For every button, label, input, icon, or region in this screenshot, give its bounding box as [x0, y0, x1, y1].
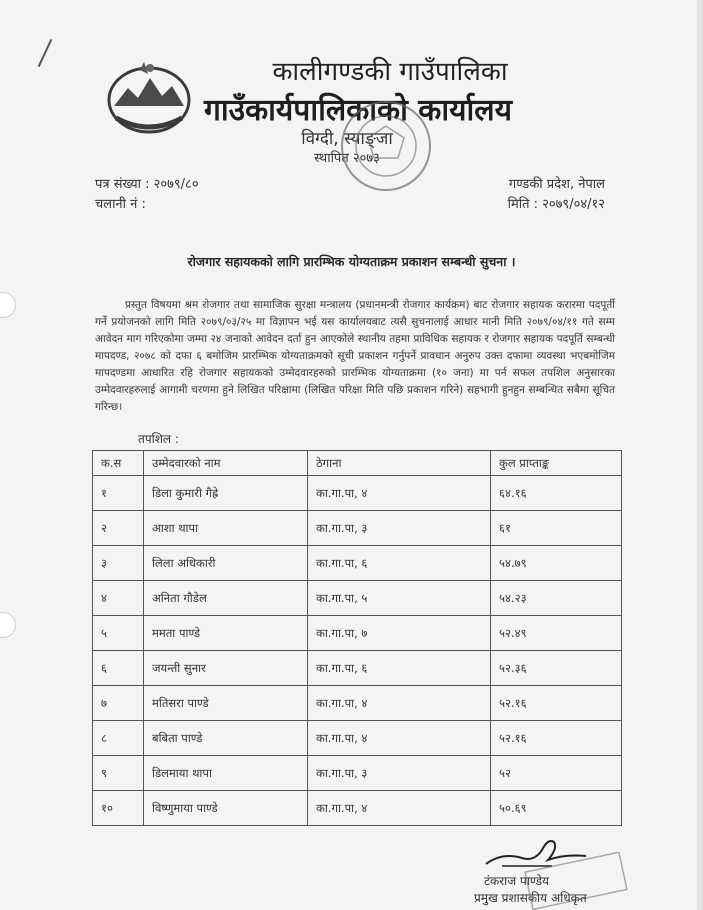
cell-serial: २ — [93, 511, 144, 546]
cell-address: का.गा.पा, ४ — [308, 721, 491, 756]
cell-score: ५४.७९ — [491, 546, 622, 581]
table-header-row — [93, 451, 622, 476]
table-row — [93, 686, 622, 721]
table-row — [93, 791, 622, 826]
table-row — [93, 476, 622, 511]
municipality-name: कालीगण्डकी गाउँपालिका — [272, 57, 508, 87]
letter-date: मिति : २०७९/०४/१२ — [507, 197, 605, 212]
cell-name: लिला अधिकारी — [144, 546, 308, 581]
col-score-header: कुल प्राप्ताङ्क — [491, 451, 622, 476]
cell-address: का.गा.पा, ३ — [308, 756, 491, 791]
col-serial-header: क.स — [93, 451, 144, 476]
letter-number: पत्र संख्या : २०७९/८० — [95, 177, 199, 192]
table-row — [93, 581, 622, 616]
signatory-title: प्रमुख प्रशासकीय अधिकृत — [474, 891, 587, 905]
cell-serial: ६ — [93, 651, 144, 686]
cell-address: का.गा.पा, ६ — [308, 651, 491, 686]
cell-serial: ९ — [93, 756, 144, 791]
cell-score: ६१ — [491, 511, 622, 546]
cell-score: ५२.१६ — [491, 686, 622, 721]
cell-score: ५२ — [491, 756, 622, 791]
cell-score: ५२.३६ — [491, 651, 622, 686]
punch-hole-bottom — [0, 612, 16, 638]
cell-name: आशा थापा — [144, 511, 308, 546]
table-row — [93, 546, 622, 581]
office-name: गाउँकार्यपालिकाको कार्यालय — [203, 93, 512, 128]
punch-hole-top — [0, 292, 16, 318]
cell-address: का.गा.पा, ६ — [308, 546, 491, 581]
cell-serial: ३ — [93, 546, 144, 581]
col-address-header: ठेगाना — [308, 451, 491, 476]
province: गण्डकी प्रदेश, नेपाल — [508, 177, 605, 192]
cell-address: का.गा.पा, ७ — [308, 616, 491, 651]
established-year: स्थापित २०७३ — [314, 151, 380, 166]
cell-serial: १० — [93, 791, 144, 826]
cell-serial: ७ — [93, 686, 144, 721]
cell-name: मतिसरा पाण्डे — [144, 686, 308, 721]
cell-score: ५०.६९ — [491, 791, 622, 826]
signatory-name: टंकराज पाण्डेय — [484, 874, 550, 888]
cell-serial: ५ — [93, 616, 144, 651]
cell-name: बबिता पाण्डे — [144, 721, 308, 756]
cell-serial: ८ — [93, 721, 144, 756]
candidate-results-table — [92, 450, 622, 826]
cell-score: ५२.१६ — [491, 721, 622, 756]
pen-mark — [38, 39, 52, 67]
table-row — [93, 651, 622, 686]
cell-score: ५२.४९ — [491, 616, 622, 651]
cell-address: का.गा.पा, ४ — [308, 476, 491, 511]
details-label: तपशिल : — [138, 432, 179, 446]
table-row — [93, 616, 622, 651]
scan-edge — [697, 0, 703, 910]
dispatch-number: चलानी नं : — [95, 197, 146, 212]
table-row — [93, 756, 622, 791]
cell-serial: १ — [93, 476, 144, 511]
cell-serial: ४ — [93, 581, 144, 616]
round-office-stamp — [338, 98, 434, 194]
office-place: विग्दी, स्याङ्जा — [301, 129, 393, 149]
cell-address: का.गा.पा, ३ — [308, 511, 491, 546]
cell-name: जयन्ती सुनार — [144, 651, 308, 686]
notice-subject: रोजगार सहायकको लागि प्रारम्भिक योग्यताक्रम प्रकाशन सम्बन्धी सुचना । — [187, 254, 516, 269]
cell-score: ५४.२३ — [491, 581, 622, 616]
cell-address: का.गा.पा, ५ — [308, 581, 491, 616]
cell-name: ममता पाण्डे — [144, 616, 308, 651]
cell-name: अनिता गौडेल — [144, 581, 308, 616]
cell-score: ६४.१६ — [491, 476, 622, 511]
notice-body: प्रस्तुत विषयमा श्रम रोजगार तथा सामाजिक सुरक्षा मन्त्रालय (प्रधानमन्त्री रोजगार कार्यक्रम) बाट रोजगार सहायक करारमा पदपूर्ती गर्ने प्रयोजनको लागि मिति २०७९/०३/२५ मा विज्ञापन भई यस कार्यालयबाट त्यसै सुचनालाई आधार मानी मिति २०७९/०४/११ गते सम्म आवेदन माग गरिएकोमा जम्मा २४ जनाको आवेदन दर्ता हुन आएकोले स्थानीय तहमा प्राविधिक सहायक र रोजगार सहायक पदपूर्ति सम्बन्धी मापदण्ड, २०७८ को दफा ६ बमोजिम प्रारम्भिक योग्यताक्रमको सूची प्रकाशन गर्नुपर्ने प्रावधान अनुरुप उक्त दफामा व्यवस्था भएबमोजिम मापदण्डमा आधारित रहि रोजगार सहायकको उम्मेदवारहरुको प्रारम्भिक योग्यताक्रमा (१० जना) मा पर्न सफल तपशिल अनुसारका उम्मेदवारहरुलाई आगामी चरणमा हुने लिखित परिक्षामा (लिखित परिक्षा मिति पछि प्रकाशन गरिने) सहभागी हुनहुन सम्बन्धित सबैमा सूचित गरिन्छ। — [95, 299, 615, 413]
col-name-header: उम्मेदवारको नाम — [144, 451, 308, 476]
cell-name: डिलमाया थापा — [144, 756, 308, 791]
cell-name: विष्णुमाया पाण्डे — [144, 791, 308, 826]
cell-address: का.गा.पा, ४ — [308, 791, 491, 826]
table-row — [93, 511, 622, 546]
table-row — [93, 721, 622, 756]
cell-address: का.गा.पा, ४ — [308, 686, 491, 721]
cell-name: डिला कुमारी गैह्रे — [144, 476, 308, 511]
